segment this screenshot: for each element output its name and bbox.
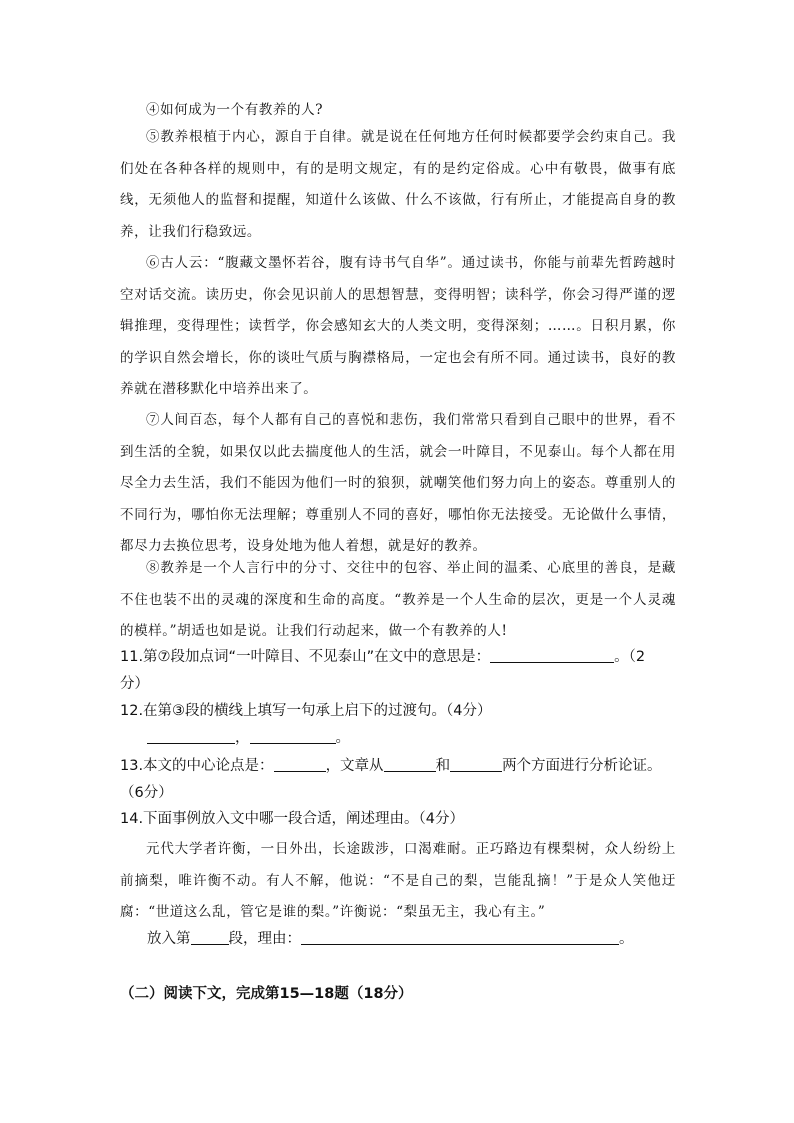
question-14-blank-reason[interactable] (301, 929, 619, 945)
question-13-text-a: 13.本文的中心论点是： (120, 758, 274, 774)
question-14-text-b: 段，理由： (228, 931, 301, 947)
question-13-text-b: ，文章从 (325, 758, 384, 774)
question-11-answer-blank[interactable] (490, 647, 614, 663)
question-14-blank-paragraph[interactable] (191, 929, 229, 945)
question-11 (120, 644, 680, 698)
question-14-text: 14.下面事例放入文中哪一段合适，阐述理由。（4分） (120, 811, 465, 827)
question-12-text: 12.在第③段的横线上填写一句承上启下的过渡句。（4分） (120, 703, 492, 719)
question-11-points-cont: 分） (120, 676, 149, 692)
question-13-blank-aspect-2[interactable] (450, 756, 502, 772)
paragraph-5: ⑤教养根植于内心，源自于自律。就是说在任何地方任何时候都要学会约束自己。我们处在各种各样的规则中，有的是明文规定，有的是约定俗成。心中有敬畏，做事有底线，无须他人的监督和提醒，知道什么该做、什么不该做，行有所止，才能提高自身的教养，让我们行稳致远。 (120, 129, 676, 240)
question-12-blank-1[interactable] (147, 728, 235, 744)
question-14 (120, 806, 680, 833)
question-13-points: （6分） (120, 785, 173, 801)
question-12-end: 。 (335, 730, 350, 746)
question-11-text: 11.第⑦段加点词“一叶障目、不见泰山”在文中的意思是： (120, 649, 491, 665)
question-14-answer-line (120, 926, 680, 953)
question-13-text-d: 两个方面进行分析论证。 (502, 758, 662, 774)
paragraph-4: ④如何成为一个有教养的人? (146, 102, 324, 118)
question-13-blank-aspect-1[interactable] (384, 756, 436, 772)
question-12-blank-2[interactable] (250, 728, 336, 744)
question-13-blank-thesis[interactable] (274, 756, 326, 772)
section-heading: （二）阅读下文，完成第15—18题（18分） (120, 986, 413, 1002)
question-11-points: 。（2 (614, 649, 646, 665)
question-14-text-a: 放入第 (147, 931, 191, 947)
question-13-text-c: 和 (435, 758, 451, 774)
question-13 (120, 753, 680, 807)
question-14-story: 元代大学者许衡，一日外出，长途跋涉，口渴难耐。正巧路边有棵梨树，众人纷纷上前摘梨，唯许衡不动。有人不解，他说：“不是自己的梨，岂能乱摘！”于是众人笑他迂腐：“世道这么乱，管它是谁的梨。”许衡说：“梨虽无主，我心有主。” (120, 841, 676, 920)
question-14-end: 。 (619, 931, 634, 947)
question-12-comma: ， (235, 730, 250, 746)
paragraph-6: ⑥古人云：“腹藏文墨怀若谷，腹有诗书气自华”。通过读书，你能与前辈先哲跨越时空对话交流。读历史，你会见识前人的思想智慧，变得明智；读科学，你会习得严谨的逻辑推理，变得理性；读哲学，你会感知玄大的人类文明，变得深刻；……。日积月累，你的学识自然会增长，你的谈吐气质与胸襟格局，一定也会有所不同。通过读书，良好的教养就在潜移默化中培养出来了。 (120, 255, 676, 397)
question-12 (120, 698, 680, 752)
paragraph-8: ⑧教养是一个人言行中的分寸、交往中的包容、举止间的温柔、心底里的善良，是藏不住也装不出的灵魂的深度和生命的高度。“教养是一个人生命的层次，更是一个人灵魂的模样。”胡适也如是说。让我们行动起来，做一个有教养的人! (120, 560, 676, 639)
paragraph-7: ⑦人间百态，每个人都有自己的喜悦和悲伤，我们常常只看到自己眼中的世界，看不到生活的全貌，如果仅以此去揣度他人的生活，就会一叶障目，不见泰山。每个人都在用尽全力去生活，我们不能因为他们一时的狼狈，就嘲笑他们努力向上的姿态。尊重别人的不同行为，哪怕你无法理解；尊重别人不同的喜好，哪怕你无法接受。无论做什么事情，都尽力去换位思考，设身处地为他人着想，就是好的教养。 (120, 412, 676, 554)
